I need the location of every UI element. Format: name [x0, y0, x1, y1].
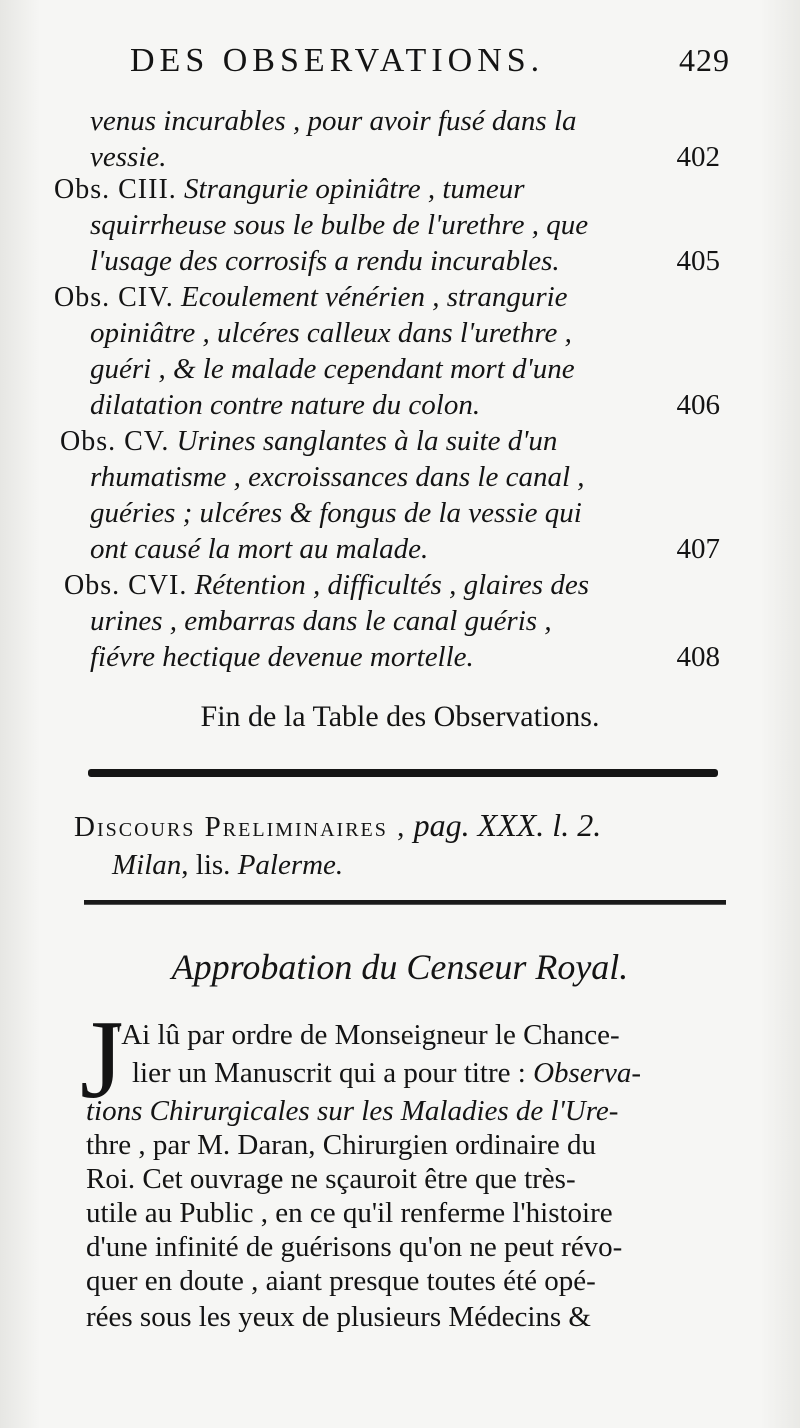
- obs-label: Obs. CIV.: [54, 282, 174, 313]
- errata-right: Palerme.: [237, 849, 344, 881]
- entry-civ: Obs. CIV. Ecoulement vénérien , strangurie: [54, 281, 568, 313]
- approbation-line: rées sous les yeux de plusieurs Médecins &: [86, 1301, 591, 1333]
- entry-page: 405: [676, 245, 720, 277]
- obs-label: Obs. CIII.: [54, 174, 177, 205]
- approbation-line: 'Ai lû par ordre de Monseigneur le Chance-: [116, 1019, 620, 1051]
- entry-line: rhumatisme , excroissances dans le canal ,: [90, 461, 585, 493]
- header-title: DES OBSERVATIONS.: [130, 42, 545, 79]
- errata-lis: , lis.: [181, 849, 231, 881]
- entry-cv: Obs. CV. Urines sanglantes à la suite d'un: [60, 425, 558, 457]
- errata-ref: pag. XXX. l. 2.: [413, 807, 602, 843]
- divider-thick: [88, 769, 718, 777]
- entry-page: 408: [676, 641, 720, 673]
- entry-line: guéri , & le malade cependant mort d'une: [90, 353, 575, 385]
- errata-wrong: Milan: [112, 849, 182, 881]
- approbation-line: Roi. Cet ouvrage ne sçauroit être que très-: [86, 1163, 576, 1195]
- errata-label: Discours Preliminaires ,: [74, 811, 407, 843]
- entry-ciii: Obs. CIII. Strangurie opiniâtre , tumeur: [54, 173, 525, 205]
- approbation-line: thre , par M. Daran, Chirurgien ordinaire du: [86, 1129, 597, 1161]
- entry-line: ont causé la mort au malade. 407: [90, 533, 720, 565]
- entry-line: urines , embarras dans le canal guéris ,: [90, 605, 552, 637]
- entry-line: vessie. 402: [90, 141, 720, 173]
- entry-line: fiévre hectique devenue mortelle. 408: [90, 641, 720, 673]
- entry-page: 402: [676, 141, 720, 173]
- drop-cap: J: [80, 998, 124, 1122]
- entry-page: 407: [676, 533, 720, 565]
- entry-page: 406: [676, 389, 720, 421]
- approbation-line: quer en doute , aiant presque toutes été opé-: [86, 1265, 596, 1297]
- divider-thin: [84, 900, 726, 905]
- entry-line: l'usage des corrosifs a rendu incurables. 405: [90, 245, 720, 277]
- approbation-title: Approbation du Censeur Royal.: [171, 947, 629, 987]
- obs-label: Obs. CVI.: [64, 570, 188, 601]
- approbation-line: utile au Public , en ce qu'il renferme l'histoire: [86, 1197, 613, 1229]
- entry-line: dilatation contre nature du colon. 406: [90, 389, 720, 421]
- title-fragment: Observa-: [533, 1057, 641, 1089]
- end-of-table-note: Fin de la Table des Observations.: [200, 700, 600, 733]
- running-header: [130, 42, 730, 80]
- entry-line: venus incurables , pour avoir fusé dans la: [90, 105, 577, 137]
- approbation-line: tions Chirurgicales sur les Maladies de l'Ure-: [86, 1095, 619, 1127]
- errata-line-1: [74, 806, 734, 846]
- approbation-line: d'une infinité de guérisons qu'on ne peut révo-: [86, 1231, 623, 1263]
- approbation-line: lier un Manuscrit qui a pour titre : Observa-: [132, 1057, 641, 1089]
- obs-label: Obs. CV.: [60, 426, 170, 457]
- entry-line: opiniâtre , ulcéres calleux dans l'urethre ,: [90, 317, 572, 349]
- entry-line: guéries ; ulcéres & fongus de la vessie qui: [90, 497, 582, 529]
- errata-line-2: [112, 846, 772, 884]
- entry-cvi: Obs. CVI. Rétention , difficultés , glaires des: [64, 569, 589, 601]
- page-number: 429: [679, 42, 730, 78]
- entry-line: squirrheuse sous le bulbe de l'urethre , que: [90, 209, 589, 241]
